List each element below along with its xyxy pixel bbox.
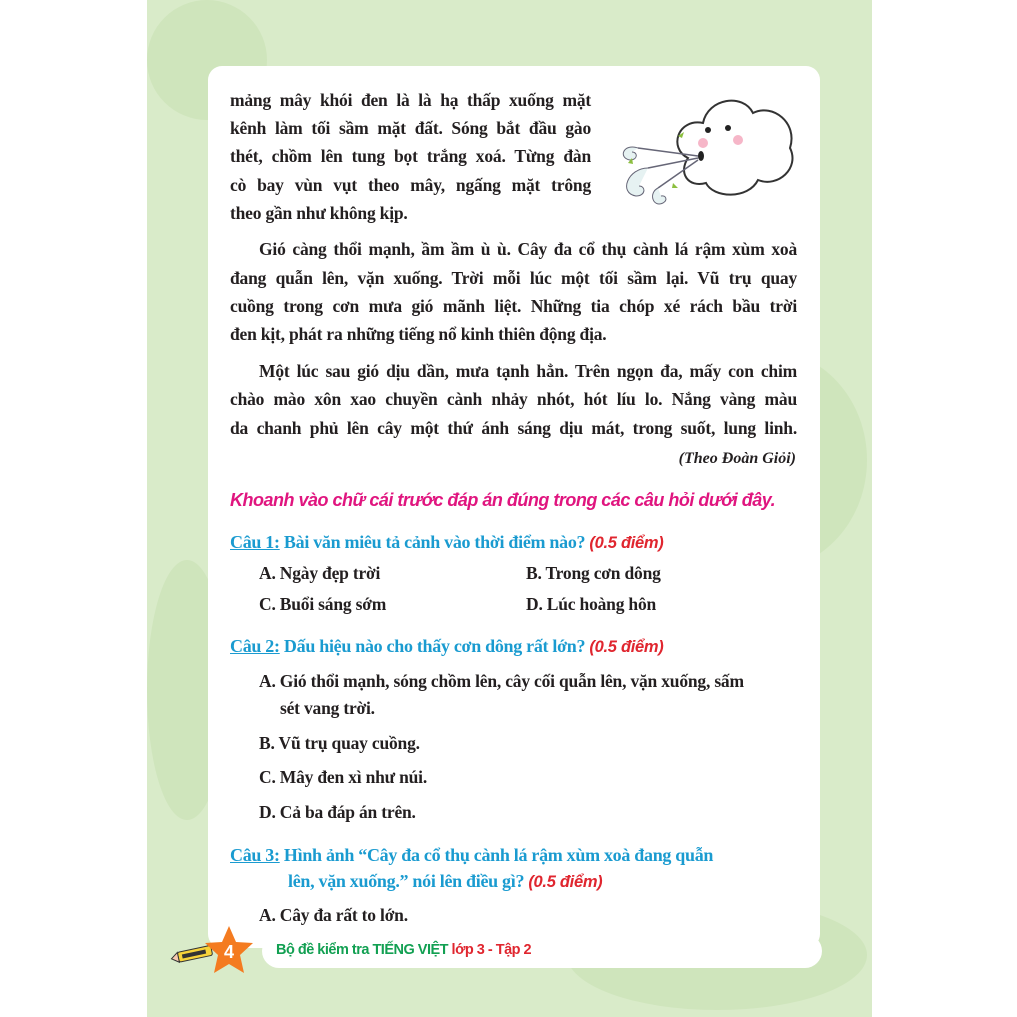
passage-line: Một lúc sau gió dịu dần, mưa tạnh hẳn. Trên ngọn đa, mấy con chim — [259, 361, 797, 381]
passage-line: cuồng trong cơn mưa gió mãnh liệt. Những tia chóp xé rách bầu trời — [230, 296, 797, 316]
option[interactable]: A. Gió thổi mạnh, sóng chồm lên, cây cối quẫn lên, vặn xuống, sấm — [259, 671, 744, 691]
instruction: Khoanh vào chữ cái trước đáp án đúng trong các câu hỏi dưới đây. — [230, 490, 776, 510]
question-text: Bài văn miêu tả cảnh vào thời điểm nào? — [279, 532, 590, 552]
passage-line: đang quẫn lên, vặn xuống. Trời mỗi lúc một tối sầm lại. Vũ trụ quay — [230, 268, 797, 288]
passage-line: chào mào xôn xao chuyền cành nhảy nhót, hót líu lo. Nắng vàng màu — [230, 389, 797, 409]
page-number: 4 — [223, 942, 235, 962]
passage-line: da chanh phủ lên cây một thứ ánh sáng dịu mát, trong suốt, lung linh. — [230, 418, 797, 438]
star-page-badge — [203, 924, 255, 976]
question-2 — [230, 636, 663, 657]
question-points: (0.5 điểm) — [589, 534, 664, 552]
option[interactable]: C. Mây đen xì như núi. — [259, 767, 428, 787]
question-1 — [230, 532, 663, 553]
option[interactable]: D. Lúc hoàng hôn — [526, 594, 657, 614]
option-continued[interactable]: sét vang trời. — [280, 698, 375, 718]
question-label: Câu 3: — [230, 845, 280, 865]
passage-line: Gió càng thổi mạnh, ầm ầm ù ù. Cây đa cổ thụ cành lá rậm xùm xoà — [259, 239, 797, 259]
footer-title — [276, 942, 531, 958]
question-3 — [230, 845, 713, 866]
option[interactable]: B. Vũ trụ quay cuồng. — [259, 733, 420, 753]
passage-line: đen kịt, phát ra những tiếng nổ kinh thiên động địa. — [230, 324, 607, 344]
passage-source: (Theo Đoàn Giỏi) — [678, 450, 796, 467]
question-text: lên, vặn xuống.” nói lên điều gì? — [288, 871, 529, 891]
question-text: Hình ảnh “Cây đa cổ thụ cành lá rậm xùm xoà đang quẫn — [279, 845, 714, 865]
question-3-continued — [288, 871, 602, 892]
question-points: (0.5 điểm) — [528, 873, 603, 891]
passage-line: theo gần như không kịp. — [230, 203, 408, 223]
footer-title-green: Bộ đề kiểm tra TIẾNG VIỆT — [276, 942, 452, 958]
passage-line: kênh làm tối sầm mặt đất. Sóng bắt đầu gào — [230, 118, 591, 138]
question-label: Câu 1: — [230, 532, 280, 552]
passage-line: mảng mây khói đen là là hạ thấp xuống mặt — [230, 90, 591, 110]
footer-title-red: lớp 3 - Tập 2 — [451, 942, 532, 958]
question-text: Dấu hiệu nào cho thấy cơn dông rất lớn? — [279, 636, 590, 656]
option[interactable]: C. Buổi sáng sớm — [259, 594, 387, 614]
question-label: Câu 2: — [230, 636, 280, 656]
blowing-cloud-illustration — [608, 88, 800, 212]
option[interactable]: B. Trong cơn dông — [526, 563, 661, 583]
option[interactable]: A. Ngày đẹp trời — [259, 563, 381, 583]
passage-line: thét, chồm lên tung bọt trắng xoá. Từng đàn — [230, 146, 591, 166]
option[interactable]: A. Cây đa rất to lớn. — [259, 905, 408, 925]
passage-line: cò bay vùn vụt theo mây, ngấng mặt trông — [230, 175, 591, 195]
option[interactable]: D. Cả ba đáp án trên. — [259, 802, 416, 822]
question-points: (0.5 điểm) — [589, 638, 664, 656]
